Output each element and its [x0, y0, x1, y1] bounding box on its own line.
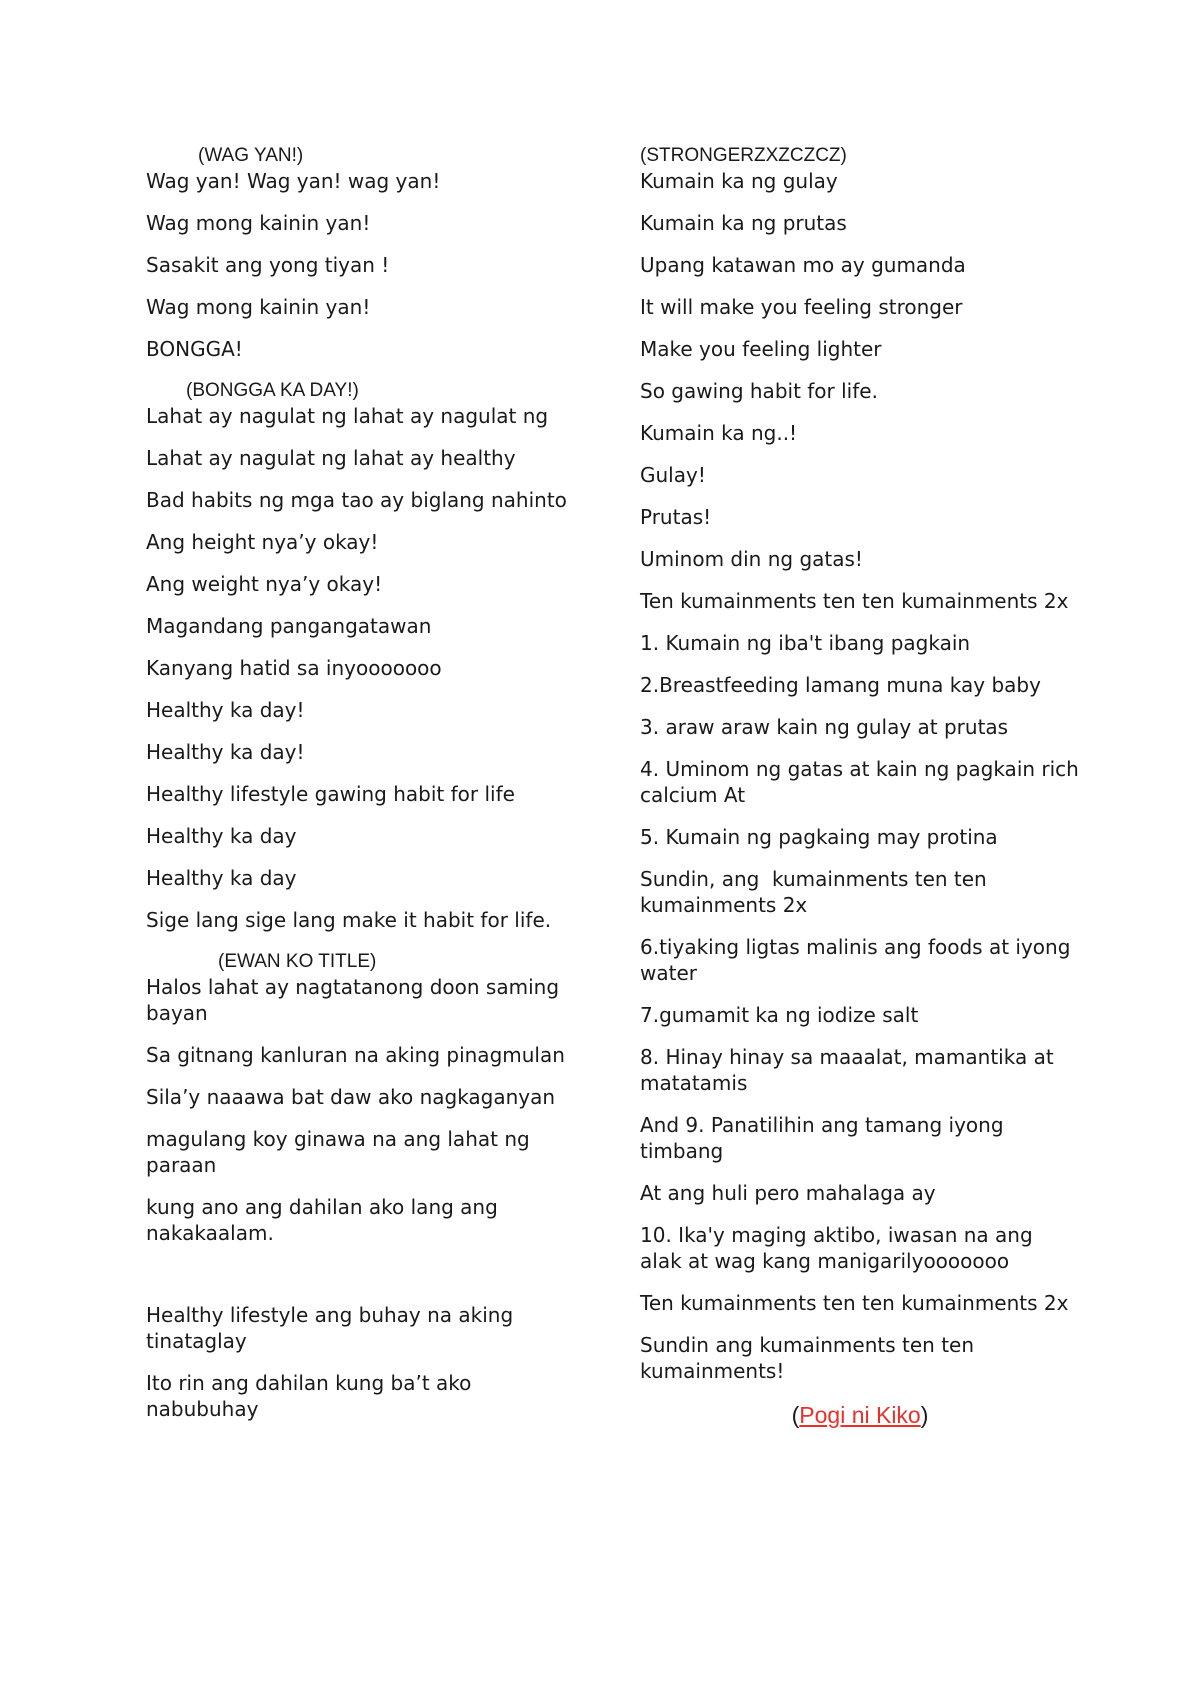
lyric-line: 7.gumamit ka ng iodize salt [640, 1003, 919, 1027]
lyric-line: BONGGA! [146, 337, 243, 361]
lyric-line: Wag yan! Wag yan! wag yan! [146, 169, 441, 193]
lyric-line: Ito rin ang dahilan kung ba’t ako nabubuhay [146, 1371, 478, 1421]
lyric-line: At ang huli pero mahalaga ay [640, 1181, 936, 1205]
lyric-line: Ten kumainments ten ten kumainments 2x [640, 1291, 1069, 1315]
lyric-line: 4. Uminom ng gatas at kain ng pagkain rich calcium At [640, 757, 1086, 807]
lyric-line: Sundin ang kumainments ten ten kumainments! [640, 1333, 981, 1383]
lyric-line: Healthy ka day! [146, 698, 305, 722]
lyric-line: Sasakit ang yong tiyan ! [146, 253, 390, 277]
lyric-line: Halos lahat ay nagtatanong doon saming bayan [146, 975, 566, 1025]
lyric-line: Bad habits ng mga tao ay biglang nahinto [146, 488, 567, 512]
lyric-line: Gulay! [640, 463, 706, 487]
blank-gap [146, 1262, 586, 1302]
lyric-line: Magandang pangangatawan [146, 614, 432, 638]
lyric-line: 10. Ika'y maging aktibo, iwasan na ang alak at wag kang manigarilyooooooo [640, 1223, 1039, 1273]
lyric-line: 6.tiyaking ligtas malinis ang foods at iyong water [640, 935, 1084, 985]
lyric-line: Sa gitnang kanluran na aking pinagmulan [146, 1043, 565, 1067]
lyric-line: Sila’y naaawa bat daw ako nagkaganyan [146, 1085, 556, 1109]
lyric-line: Prutas! [640, 505, 712, 529]
section-heading: (WAG YAN!) [198, 145, 304, 166]
credit-open-paren: ( [791, 1402, 800, 1428]
lyric-line: 5. Kumain ng pagkaing may protina [640, 825, 998, 849]
section-heading: (BONGGA KA DAY!) [186, 380, 359, 401]
lyric-line: So gawing habit for life. [640, 379, 878, 403]
lyric-line: Ten kumainments ten ten kumainments 2x [640, 589, 1069, 613]
lyric-line: Healthy ka day [146, 824, 297, 848]
lyric-line: magulang koy ginawa na ang lahat ng paraan [146, 1127, 537, 1177]
lyric-line: Wag mong kainin yan! [146, 295, 371, 319]
lyric-line: kung ano ang dahilan ako lang ang nakakaalam. [146, 1195, 505, 1245]
lyric-line: Sundin, ang kumainments ten ten kumainments 2x [640, 867, 994, 917]
credit-close-paren: ) [920, 1402, 929, 1428]
section-heading: (EWAN KO TITLE) [218, 951, 377, 972]
lyric-line: Ang weight nya’y okay! [146, 572, 383, 596]
lyric-line: Lahat ay nagulat ng lahat ay nagulat ng [146, 404, 549, 428]
lyric-line: Make you feeling lighter [640, 337, 882, 361]
credit-line [640, 1400, 1080, 1430]
lyric-line: Healthy lifestyle ang buhay na aking tinataglay [146, 1303, 520, 1353]
lyric-line: Lahat ay nagulat ng lahat ay healthy [146, 446, 516, 470]
lyric-line: And 9. Panatilihin ang tamang iyong timbang [640, 1113, 1010, 1163]
lyric-line: Uminom din ng gatas! [640, 547, 863, 571]
lyric-line: Sige lang sige lang make it habit for life. [146, 908, 552, 932]
lyric-line: Upang katawan mo ay gumanda [640, 253, 966, 277]
lyric-line: Wag mong kainin yan! [146, 211, 371, 235]
lyric-line: Healthy lifestyle gawing habit for life [146, 782, 515, 806]
lyric-line: Healthy ka day [146, 866, 297, 890]
left-column [146, 143, 586, 1438]
lyric-line: Kumain ka ng gulay [640, 169, 838, 193]
lyric-line: Ang height nya’y okay! [146, 530, 379, 554]
lyric-line: Healthy ka day! [146, 740, 305, 764]
lyric-line: It will make you feeling stronger [640, 295, 963, 319]
lyric-line: Kanyang hatid sa inyooooooo [146, 656, 442, 680]
lyric-line: 8. Hinay hinay sa maaalat, mamantika at matatamis [640, 1045, 1061, 1095]
lyric-line: Kumain ka ng prutas [640, 211, 847, 235]
lyric-line: Kumain ka ng..! [640, 421, 798, 445]
lyric-line: 3. araw araw kain ng gulay at prutas [640, 715, 1009, 739]
lyric-line: 2.Breastfeeding lamang muna kay baby [640, 673, 1041, 697]
right-column [640, 143, 1086, 1430]
credit-link[interactable]: Pogi ni Kiko [799, 1402, 921, 1428]
lyric-line: 1. Kumain ng iba't ibang pagkain [640, 631, 971, 655]
section-heading: (STRONGERZXZCZCZ) [640, 145, 847, 166]
